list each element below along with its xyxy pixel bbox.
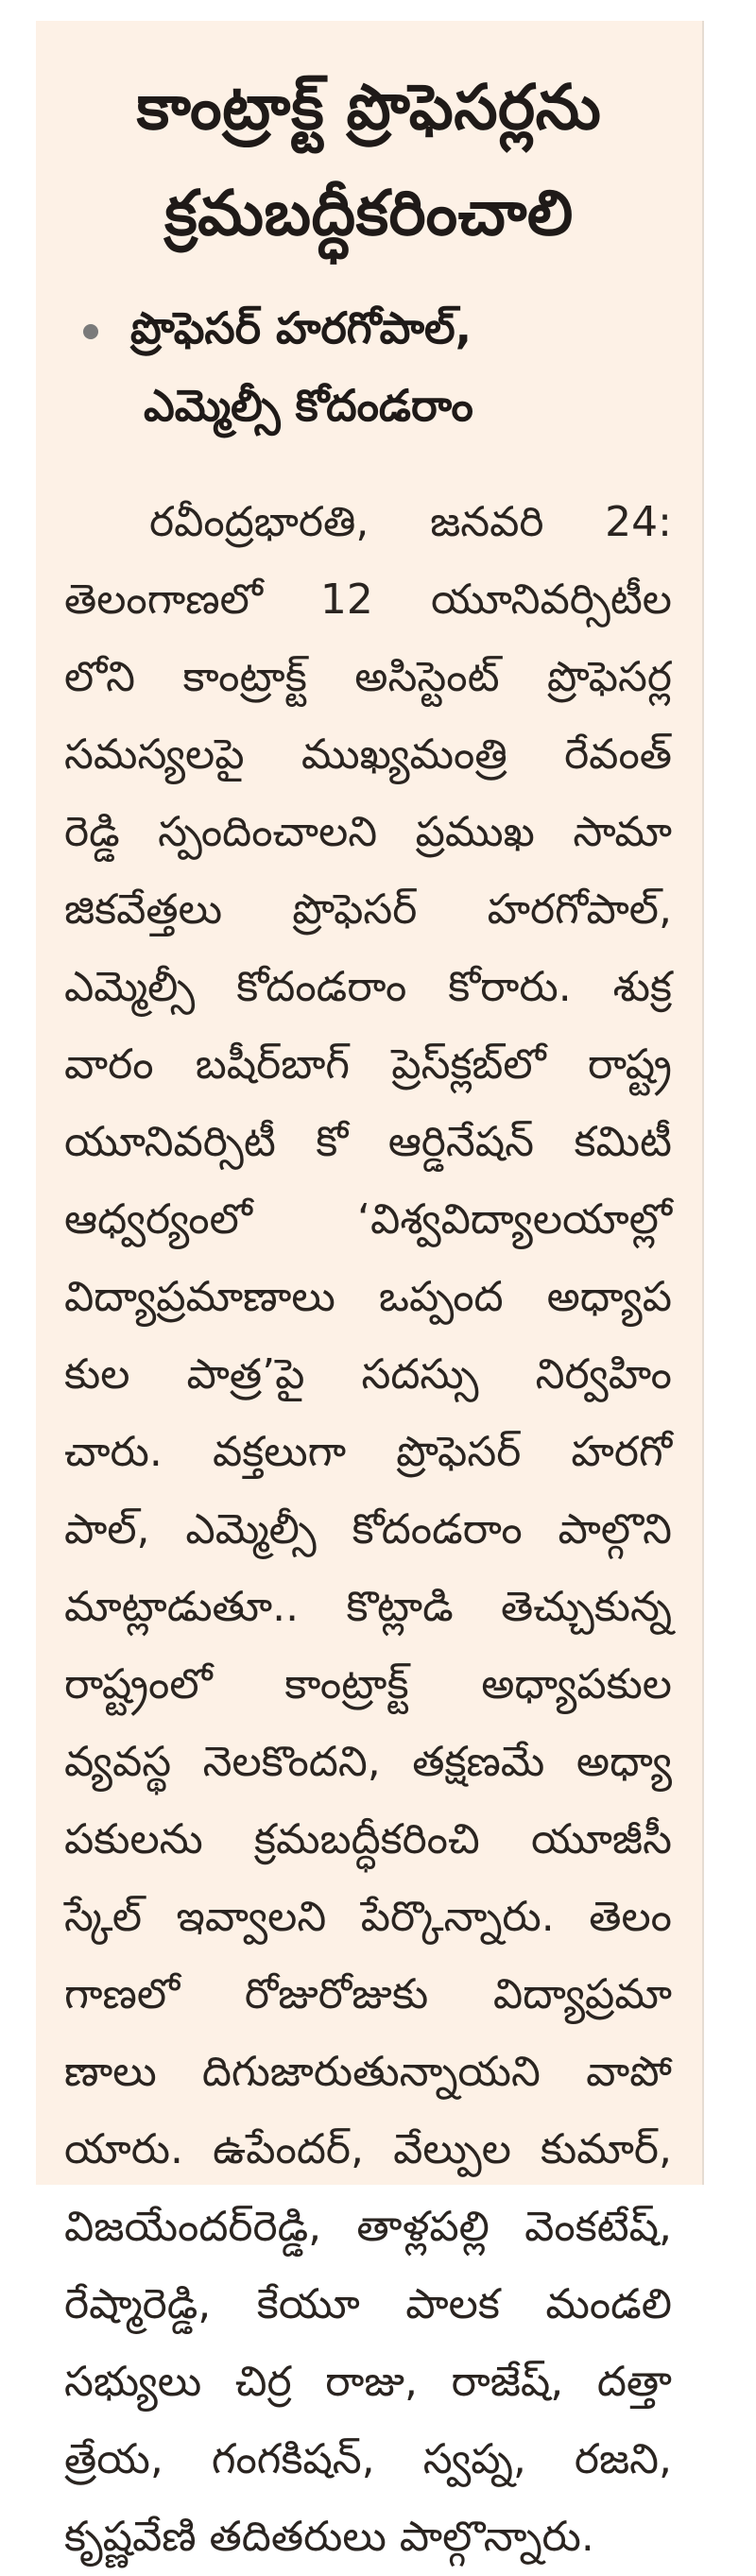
- body-line: రెడ్డి స్పందించాలని ప్రముఖ సామా: [64, 808, 672, 856]
- subheadline: [74, 289, 676, 444]
- body-line: రేష్మారెడ్డి, కేయూ పాలక మండలి: [64, 2280, 672, 2328]
- article-body: [64, 484, 672, 2576]
- body-line: తెలంగాణలో 12 యూనివర్సిటీల: [64, 575, 672, 624]
- body-line: కృష్ణవేణి తదితరులు పాల్గొన్నారు.: [64, 2513, 594, 2561]
- body-line: మాట్లాడుతూ.. కొట్లాడి తెచ్చుకున్న: [64, 1583, 672, 1631]
- body-line: లోని కాంట్రాక్ట్ అసిస్టెంట్ ప్రొఫెసర్ల: [64, 653, 672, 701]
- headline: [59, 55, 679, 266]
- subhead-line-1: ప్రొఫెసర్ హరగోపాల్,: [130, 302, 472, 353]
- body-line: విజయేందర్‌రెడ్డి, తాళ్లపల్లి వెంకటేష్,: [64, 2203, 672, 2251]
- body-line: యూనివర్సిటీ కో ఆర్డినేషన్ కమిటీ: [64, 1118, 672, 1166]
- body-line: ణాలు దిగుజారుతున్నాయని వాపో: [64, 2048, 672, 2096]
- body-line: చారు. వక్తలుగా ప్రొఫెసర్ హరగో: [64, 1428, 672, 1476]
- body-line: సభ్యులు చిర్ర రాజు, రాజేష్, దత్తా: [64, 2358, 672, 2406]
- headline-line-1: కాంట్రాక్ట్ ప్రొఫెసర్లను: [136, 71, 602, 144]
- body-line: సమస్యలపై ముఖ్యమంత్రి రేవంత్: [64, 730, 672, 779]
- body-line: ఎమ్మెల్సీ కోదండరాం కోరారు. శుక్ర: [64, 963, 672, 1011]
- body-line: కుల పాత్ర’పై సదస్సు నిర్వహిం: [64, 1350, 672, 1399]
- newspaper-clipping: [36, 21, 704, 2561]
- body-line: వారం బషీర్‌బాగ్ ప్రెస్‌క్లబ్‌లో రాష్ట్ర: [64, 1040, 672, 1089]
- body-line: యారు. ఉపేందర్, వేల్పుల కుమార్,: [64, 2125, 672, 2173]
- bullet-icon: [83, 324, 98, 339]
- body-line: రాష్ట్రంలో కాంట్రాక్ట్ అధ్యాపకుల: [64, 1660, 672, 1709]
- body-line: పాల్, ఎమ్మెల్సీ కోదండరాం పాల్గొని: [64, 1505, 672, 1554]
- body-line: జికవేత్తలు ప్రొఫెసర్ హరగోపాల్,: [64, 885, 672, 934]
- headline-line-2: క్రమబద్ధీకరించాలి: [164, 177, 574, 249]
- body-line: విద్యాప్రమాణాలు ఒప్పంద అధ్యాప: [64, 1273, 672, 1321]
- body-line: త్రేయ, గంగకిషన్, స్వప్న, రజని,: [64, 2435, 672, 2483]
- body-line: రవీంద్రభారతి, జనవరి 24:: [149, 498, 672, 546]
- body-line: పకులను క్రమబద్ధీకరించి యూజీసీ: [64, 1815, 672, 1863]
- body-line: వ్యవస్థ నెలకొందని, తక్షణమే అధ్యా: [64, 1738, 672, 1786]
- body-line: ఆధ్వర్యంలో ‘విశ్వవిద్యాలయాల్లో: [64, 1195, 672, 1244]
- body-line: గాణలో రోజురోజుకు విద్యాప్రమా: [64, 1970, 672, 2018]
- body-line: స్కేల్ ఇవ్వాలని పేర్కొన్నారు. తెలం: [64, 1893, 672, 1941]
- subhead-line-2: ఎమ్మెల్సీ కోదండరాం: [144, 380, 473, 431]
